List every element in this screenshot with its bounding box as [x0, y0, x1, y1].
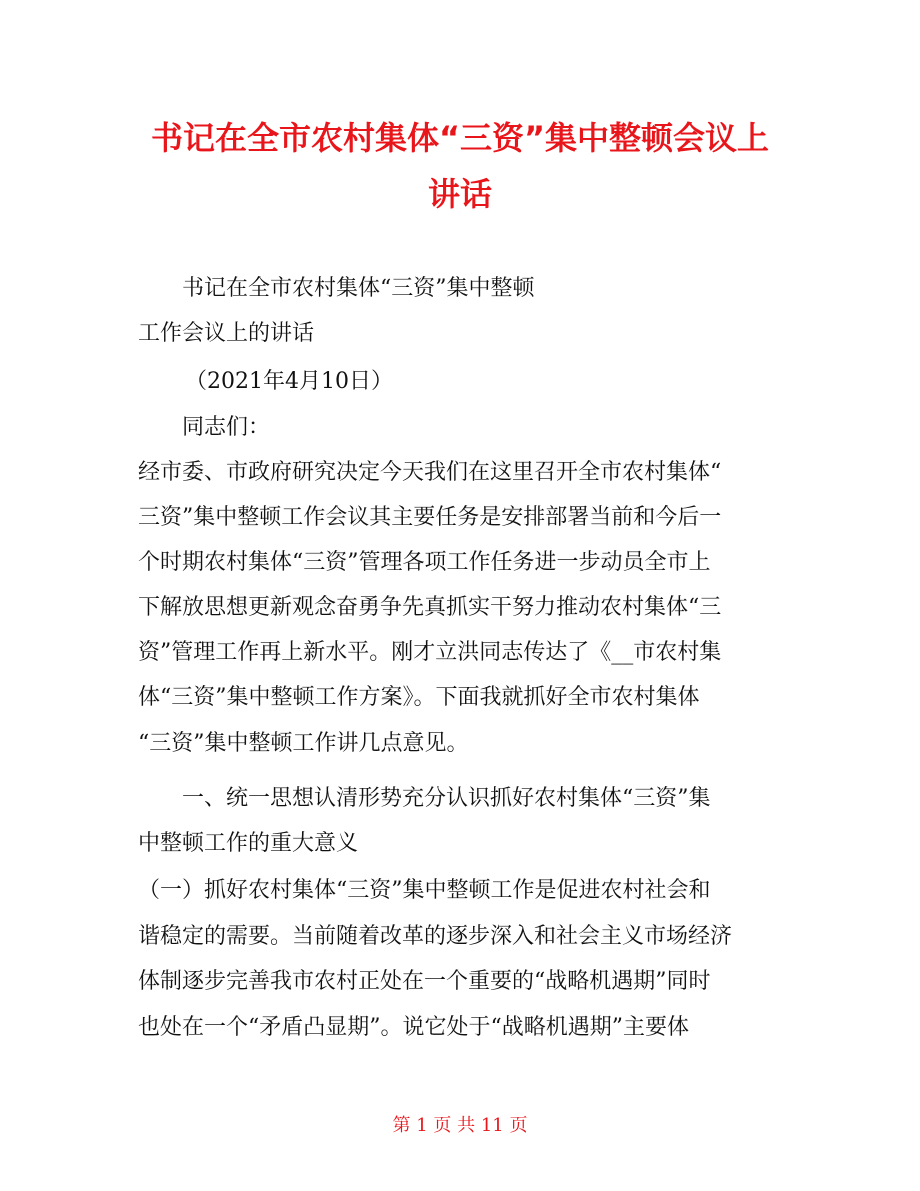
speech-date: （2021年4月10日）	[185, 369, 393, 394]
speech-subtitle-line-1: 书记在全市农村集体“三资”集中整顿	[182, 276, 535, 301]
speech-subtitle-line-2: 工作会议上的讲话	[138, 321, 315, 346]
paragraph-line: （一）抓好农村集体“三资”集中整顿工作是促进农村社会和	[138, 878, 711, 903]
salutation: 同志们：	[182, 415, 271, 440]
page-number-footer: 第 1 页 共 11 页	[392, 1115, 528, 1136]
section-heading-line: 一、统一思想认清形势充分认识抓好农村集体“三资”集	[182, 786, 711, 811]
document-title-line-1: 书记在全市农村集体“三资”集中整顿会议上	[150, 119, 770, 157]
paragraph-line: 下解放思想更新观念奋勇争先真抓实干努力推动农村集体“三	[138, 595, 722, 620]
paragraph-line: 资”管理工作再上新水平。刚才立洪同志传达了《__市农村集	[138, 640, 722, 665]
paragraph-line: 个时期农村集体“三资”管理各项工作任务进一步动员全市上	[138, 550, 711, 575]
paragraph-line: 经市委、市政府研究决定今天我们在这里召开全市农村集体“	[138, 460, 722, 485]
document-title-line-2: 讲话	[427, 175, 492, 213]
paragraph-line: 也处在一个“矛盾凸显期”。说它处于“战略机遇期”主要体	[138, 1015, 689, 1040]
paragraph-line: 谐稳定的需要。当前随着改革的逐步深入和社会主义市场经济	[138, 924, 733, 949]
paragraph-line: 体“三资”集中整顿工作方案》。下面我就抓好全市农村集体	[138, 685, 700, 710]
paragraph-line: 三资”集中整顿工作会议其主要任务是安排部署当前和今后一	[138, 505, 722, 530]
section-heading-line: 中整顿工作的重大意义	[138, 831, 359, 856]
paragraph-line: “三资”集中整顿工作讲几点意见。	[138, 731, 469, 756]
paragraph-line: 体制逐步完善我市农村正处在一个重要的“战略机遇期”同时	[138, 969, 711, 994]
